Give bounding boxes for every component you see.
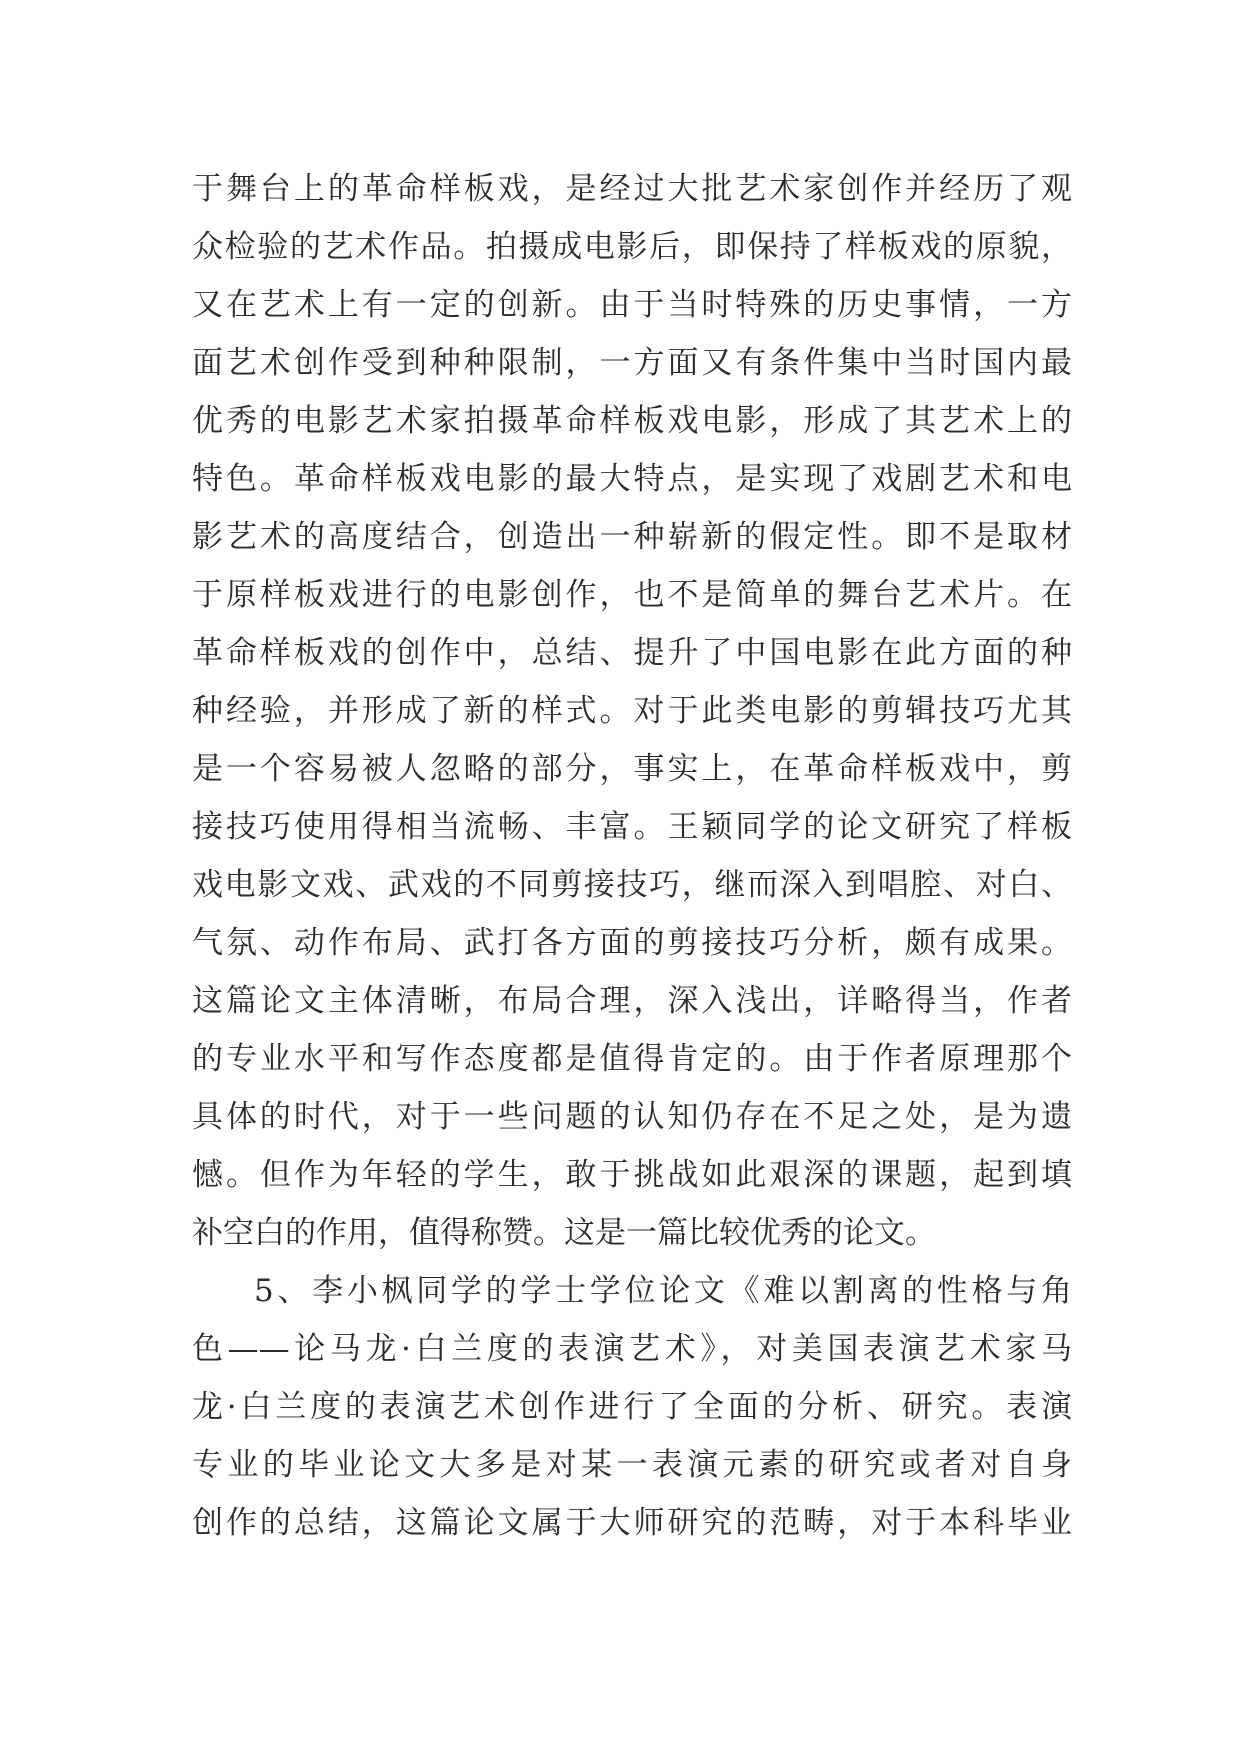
text-line: 接技巧使用得相当流畅、丰富。王颖同学的论文研究了样板 [192, 809, 1072, 845]
text-line: 于舞台上的革命样板戏，是经过大批艺术家创作并经历了观 [192, 171, 1072, 207]
text-line: 气氛、动作布局、武打各方面的剪接技巧分析，颇有成果。 [192, 925, 1072, 961]
text-line: 创作的总结，这篇论文属于大师研究的范畴，对于本科毕业 [192, 1505, 1072, 1541]
text-line: 特色。革命样板戏电影的最大特点，是实现了戏剧艺术和电 [192, 461, 1072, 497]
text-line: 龙·白兰度的表演艺术创作进行了全面的分析、研究。表演 [192, 1389, 1072, 1425]
text-line: 面艺术创作受到种种限制，一方面又有条件集中当时国内最 [192, 345, 1072, 381]
text-line: 种经验，并形成了新的样式。对于此类电影的剪辑技巧尤其 [192, 693, 1072, 729]
text-line: 憾。但作为年轻的学生，敢于挑战如此艰深的课题，起到填 [192, 1157, 1072, 1193]
text-line: 具体的时代，对于一些问题的认知仍存在不足之处，是为遗 [192, 1099, 1072, 1135]
text-line: 众检验的艺术作品。拍摄成电影后，即保持了样板戏的原貌， [192, 229, 1072, 265]
text-line: 这篇论文主体清晰，布局合理，深入浅出，详略得当，作者 [192, 983, 1072, 1019]
text-line: 的专业水平和写作态度都是值得肯定的。由于作者原理那个 [192, 1041, 1072, 1077]
text-line: 补空白的作用，值得称赞。这是一篇比较优秀的论文。 [192, 1215, 936, 1251]
text-line: 于原样板戏进行的电影创作，也不是简单的舞台艺术片。在 [192, 577, 1072, 613]
paragraph-2 [192, 1262, 1072, 1552]
text-line: 影艺术的高度结合，创造出一种崭新的假定性。即不是取材 [192, 519, 1072, 555]
document-body [192, 160, 1072, 1552]
text-line: 革命样板戏的创作中，总结、提升了中国电影在此方面的种 [192, 635, 1072, 671]
text-line: 色——论马龙·白兰度的表演艺术》，对美国表演艺术家马 [192, 1331, 1072, 1367]
text-line: 5、李小枫同学的学士学位论文《难以割离的性格与角 [254, 1273, 1072, 1309]
text-line: 又在艺术上有一定的创新。由于当时特殊的历史事情，一方 [192, 287, 1072, 323]
paragraph-1 [192, 160, 1072, 1262]
text-line: 戏电影文戏、武戏的不同剪接技巧，继而深入到唱腔、对白、 [192, 867, 1072, 903]
text-line: 优秀的电影艺术家拍摄革命样板戏电影，形成了其艺术上的 [192, 403, 1072, 439]
text-line: 专业的毕业论文大多是对某一表演元素的研究或者对自身 [192, 1447, 1072, 1483]
text-line: 是一个容易被人忽略的部分，事实上，在革命样板戏中，剪 [192, 751, 1072, 787]
